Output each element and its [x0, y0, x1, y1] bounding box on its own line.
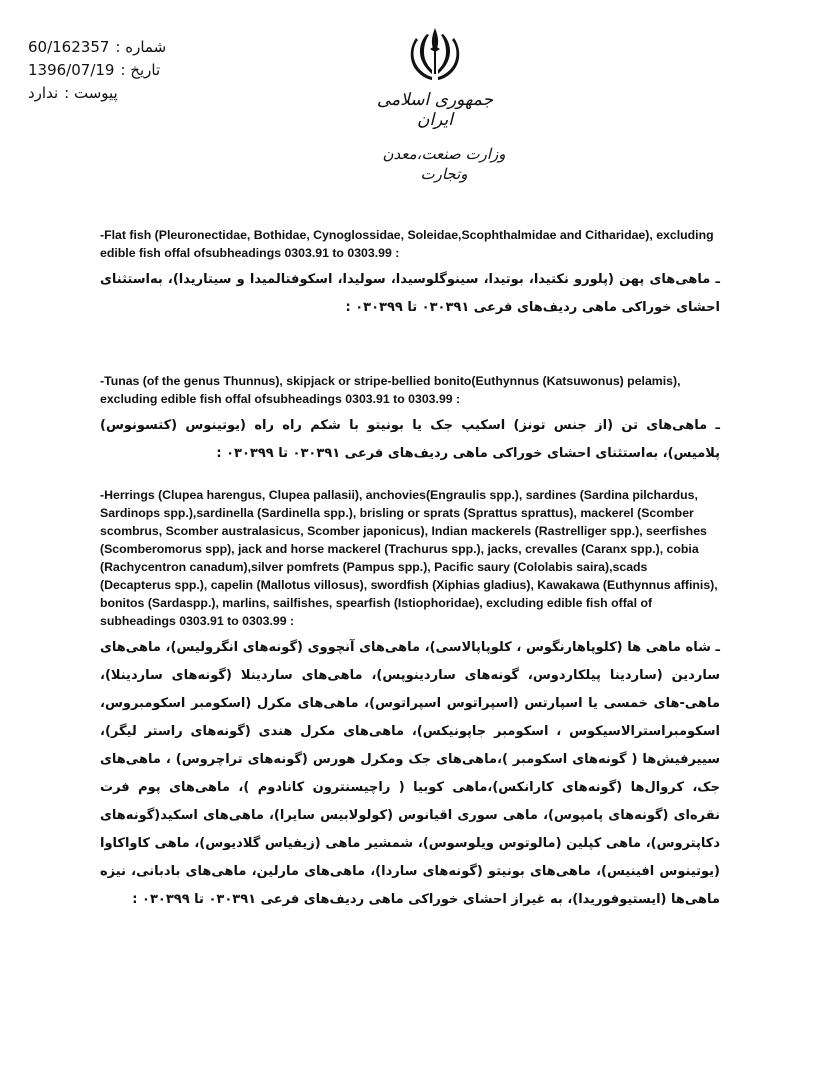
letter-attachment-value: ندارد: [28, 84, 59, 102]
section-tunas-persian: ـ ماهی‌های تن (از جنس تونز) اسکیپ جک یا بونیتو با شکم راه راه (یوتینوس (کتسونوس) پلامیس)، به‌استثنای احشای خوراکی ماهی ردیف‌های فرعی ۰۳۰۳۹۱ تا ۰۳۰۳۹۹ :: [100, 418, 720, 461]
letter-attachment-row: [28, 82, 218, 105]
section-herrings-english: -Herrings (Clupea harengus, Clupea pallasii), anchovies(Engraulis spp.), sardines (Sardina pilchardus, Sardinops spp.),sardinella (Sardinella spp.), brisling or sprats (Sprattus sprattus), mackerel (Scomber scombrus, Scomber australasicus, Scomber japonicus), Indian mackerels (Rastrelliger spp.), seerfishes (Scomberomorus spp), jack and horse mackerel (Trachurus spp.), jacks, crevalles (Caranx spp.), cobia (Rachycentron canadum),silver pomfrets (Pampus spp.), Pacific saury (Cololabis saira),scads (Decapterus spp.), capelin (Mallotus villosus), swordfish (Xiphias gladius), Kawakawa (Euthynnus affinis), bonitos (Sardaspp.), marlins, sailfishes, spearfish (Istiophoridae), excluding edible fish offal of subheadings 0303.91 to 0303.99 :: [100, 488, 718, 628]
letter-number-value: 60/162357: [28, 38, 110, 56]
iran-emblem-icon: [405, 24, 465, 84]
letter-number-row: [28, 36, 218, 59]
ministry-letterhead: [360, 24, 510, 184]
section-flat-fish-english: -Flat fish (Pleuronectidae, Bothidae, Cynoglossidae, Soleidae,Scophthalmidae and Citharidae), excluding edible fish offal ofsubheadings 0303.91 to 0303.99 :: [100, 228, 714, 260]
section-tunas-english: -Tunas (of the genus Thunnus), skipjack or stripe-bellied bonito(Euthynnus (Katsuwonus) pelamis), excluding edible fish offal ofsubheadings 0303.91 to 0303.99 :: [100, 374, 681, 406]
letter-date-value: 1396/07/19: [28, 61, 115, 79]
section-flat-fish: [100, 226, 720, 322]
letter-attachment-label: پیوست :: [64, 84, 118, 102]
section-herrings: [100, 486, 720, 914]
letter-number-label: شماره :: [115, 38, 167, 56]
letter-date-row: [28, 59, 218, 82]
section-herrings-persian: ـ شاه ماهی ها (کلوپاهارنگوس ، کلوپاپالاسی)، ماهی‌های آنچووی (گونه‌های انگرولیس)، ماهی‌های ساردین (ساردینا پیلکاردوس، گونه‌های ساردینوپس)، ماهی‌های ساردینلا (گونه‌های ساردینلا)، ماهی-های خمسی یا اسپارتس (اسپراتوس اسپراتوس)، ماهی‌های مکرل (اسکومبر اسکومبروس، اسکومبراسترالاسیکوس ، اسکومبر جاپونیکس)، ماهی‌های مکرل هندی (گونه‌های راستر لیگر)، سییرفیش‌ها ( گونه‌های اسکومبر )،ماهی‌های جک ومکرل هورس (گونه‌های تراچروس) ، ماهی‌های جک، کروال‌ها (گونه‌های کارانکس)،ماهی کوبیا ( راچیسنترون کانادوم )، ماهی‌های پوم فرت نقره‌ای (گونه‌های پامپوس)، ماهی سوری اقیانوس (کولولابیس سایرا)، ماهی‌های اسکید(گونه‌های دکاپتروس)، ماهی کپلین (مالوتوس ویلوسوس)، شمشیر ماهی (زیفیاس گلادیوس)، ماهی کاواکاوا (یوتینوس افینیس)، ماهی‌های بونیتو (گونه‌های ساردا)، ماهی‌های مارلین، ماهی‌های بادبانی، نیزه ماهی‌ها (ایستیوفوریدا)، به غیراز احشای خوراکی ماهی ردیف‌های فرعی ۰۳۰۳۹۱ تا ۰۳۰۳۹۹ :: [100, 640, 720, 907]
letter-date-label: تاریخ :: [120, 61, 161, 79]
letterhead-ministry-name: وزارت صنعت،معدن وتجارت: [382, 145, 506, 183]
letter-metadata: [28, 36, 218, 105]
section-tunas: [100, 372, 720, 468]
section-flat-fish-persian: ـ ماهی‌های پهن (پلورو نکتیدا، بوتیدا، سینوگلوسیدا، سولیدا، اسکوفتالمیدا و سیتاریدا)، به‌استثنای احشای خوراکی ماهی ردیف‌های فرعی ۰۳۰۳۹۱ تا ۰۳۰۳۹۹ :: [100, 272, 720, 315]
letterhead-country-name: جمهوری اسلامی ایران: [376, 90, 494, 130]
